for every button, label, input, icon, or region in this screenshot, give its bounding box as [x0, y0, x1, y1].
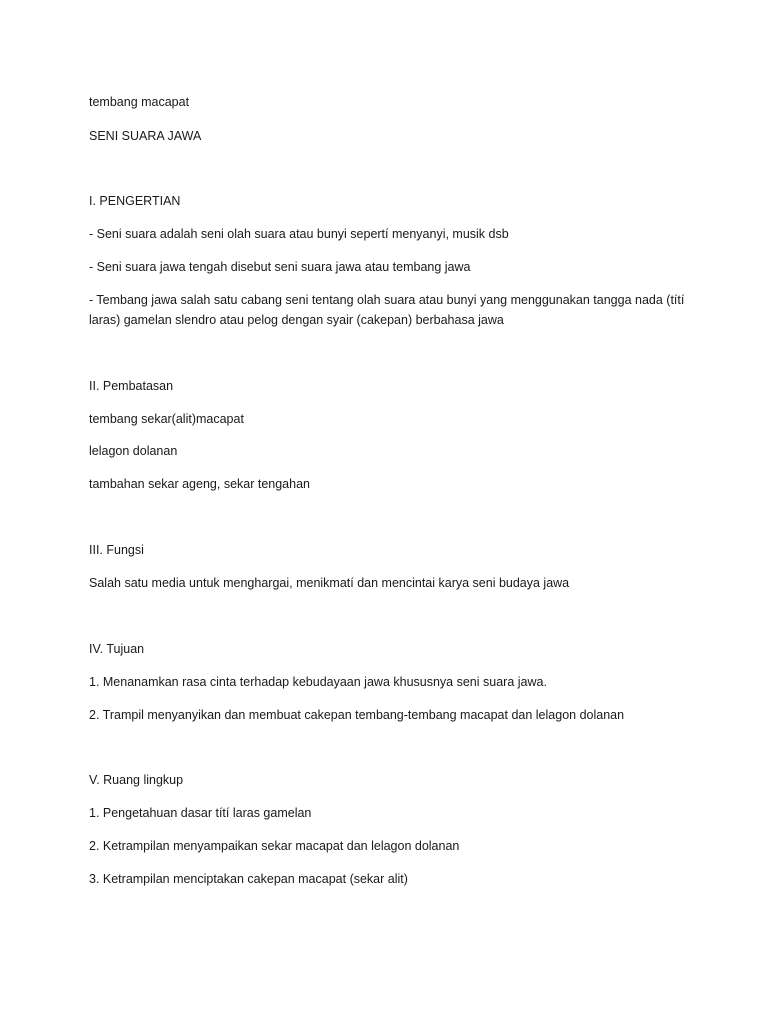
paragraph: - Tembang jawa salah satu cabang seni tentang olah suara atau bunyi yang menggunakan tangga nada (títí laras) gamelan slendro atau pelog dengan syair (cakepan) berbahasa jawa — [89, 293, 685, 327]
paragraph: lelagon dolanan — [89, 444, 178, 458]
paragraph: 3. Ketrampilan menciptakan cakepan macapat (sekar alit) — [89, 872, 408, 886]
paragraph: 2. Trampil menyanyikan dan membuat cakepan tembang-tembang macapat dan lelagon dolanan — [89, 708, 625, 722]
paragraph: - Seni suara adalah seni olah suara atau bunyi sepertí menyanyi, musik dsb — [89, 227, 509, 241]
section-heading-pembatasan: II. Pembatasan — [89, 379, 174, 393]
paragraph: 1. Menanamkan rasa cinta terhadap kebudayaan jawa khususnya seni suara jawa. — [89, 675, 547, 689]
section-heading-tujuan: IV. Tujuan — [89, 642, 145, 656]
section-heading-fungsi: III. Fungsi — [89, 543, 144, 557]
paragraph: 1. Pengetahuan dasar títí laras gamelan — [89, 806, 312, 820]
document-subtitle: SENI SUARA JAWA — [89, 129, 202, 143]
paragraph: 2. Ketrampilan menyampaikan sekar macapat dan lelagon dolanan — [89, 839, 460, 853]
paragraph: Salah satu media untuk menghargai, menikmatí dan mencintai karya seni budaya jawa — [89, 576, 570, 590]
document-title: tembang macapat — [89, 95, 190, 109]
paragraph: tembang sekar(alit)macapat — [89, 412, 244, 426]
section-heading-pengertian: I. PENGERTIAN — [89, 194, 181, 208]
section-heading-ruang-lingkup: V. Ruang lingkup — [89, 773, 184, 787]
paragraph: tambahan sekar ageng, sekar tengahan — [89, 477, 310, 491]
paragraph: - Seni suara jawa tengah disebut seni suara jawa atau tembang jawa — [89, 260, 471, 274]
